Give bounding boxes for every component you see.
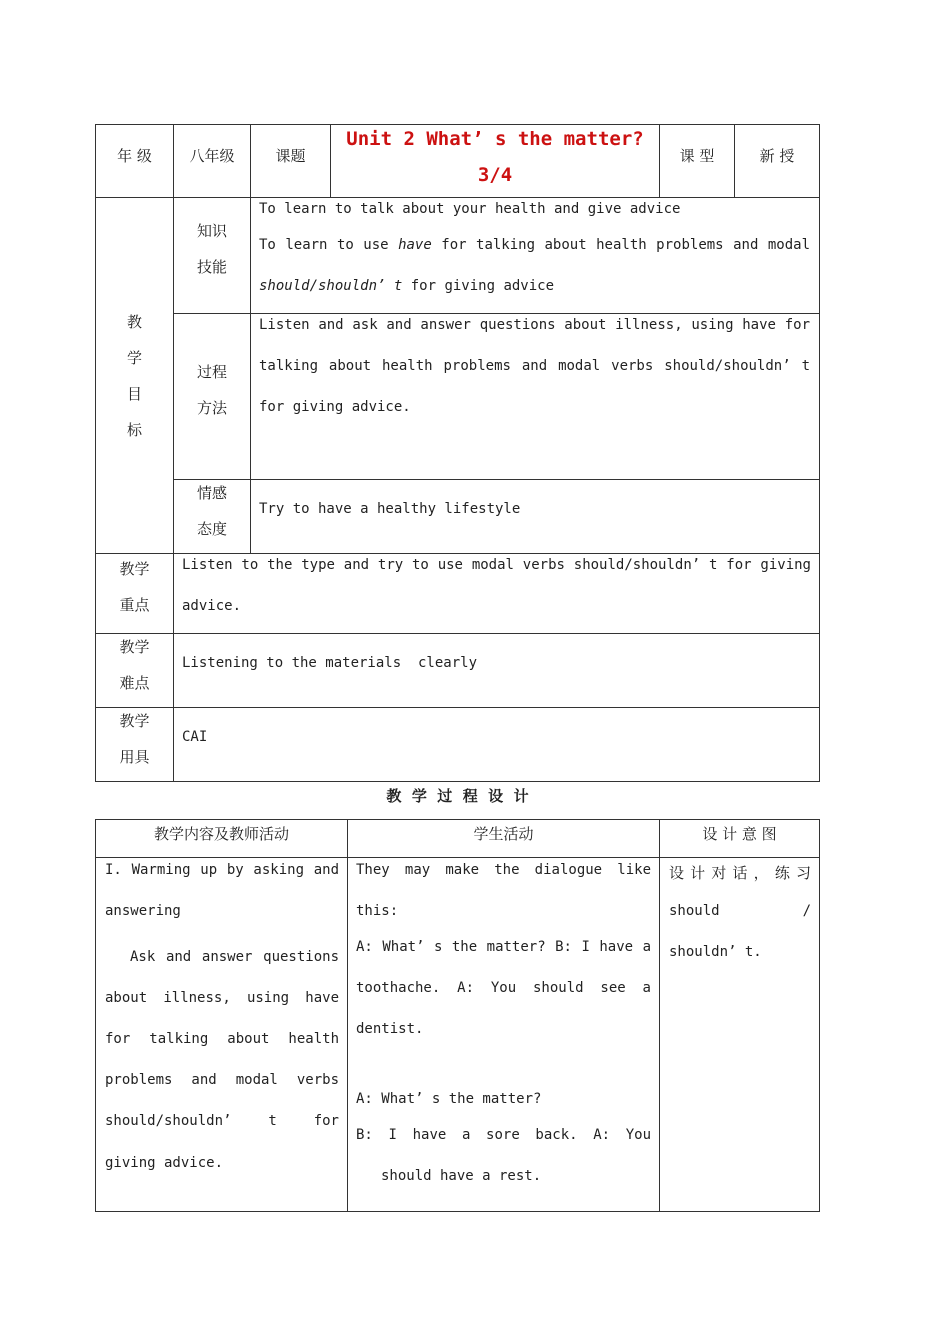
topic-label: 课题 [275,147,306,165]
process-heading: 教 学 过 程 设 计 [386,787,529,805]
col3-header: 设 计 意 图 [702,825,777,843]
topic-title-line2: 3/4 [477,164,513,186]
key-points-line1: Listen to the type and try to use modal verbs should/shouldn’ t for giving [182,557,811,573]
col2-line: A: What’ s the matter? [356,1091,542,1107]
emotion-label-line2: 态度 [196,520,227,538]
knowledge-line3: should/shouldn’ t for giving advice [259,278,555,294]
col2-line: toothache. A: You should see a [356,980,651,996]
grade-label: 年 级 [117,147,152,165]
col2-line: They may make the dialogue like [356,862,651,878]
objectives-label-char: 学 [126,349,142,367]
type-value: 新 授 [759,147,795,165]
type-label: 课 型 [679,147,715,165]
col1-line: problems and modal verbs [105,1072,339,1088]
col2-header: 学生活动 [473,825,534,843]
col3-line: shouldn’ t. [669,944,762,960]
process-label-line1: 过程 [196,363,227,381]
key-points-label-line1: 教学 [119,560,150,578]
tools-text: CAI [182,729,208,745]
topic-title-line1: Unit 2 What’ s the matter? [346,128,644,150]
key-points-line2: advice. [182,598,242,614]
process-line2: talking about health problems and modal verbs should/shouldn’ t [259,358,810,374]
col1-line: giving advice. [105,1155,224,1171]
col1-header: 教学内容及教师活动 [153,825,289,843]
col2-line: A: What’ s the matter? B: I have a [356,939,651,955]
knowledge-line1: To learn to talk about your health and give advice [259,201,681,217]
col1-line: answering [105,903,181,919]
col1-line: about illness, using have [105,990,339,1006]
col2-line: this: [356,903,399,919]
col2-line: dentist. [356,1021,424,1037]
objectives-section-label [96,304,173,448]
objectives-label-char: 目 [126,385,142,403]
process-line1: Listen and ask and answer questions about illness, using have for [259,317,810,333]
difficulties-label-line2: 难点 [119,674,150,692]
col1-line: Ask and answer questions [130,949,339,965]
difficulties-text: Listening to the materials clearly [182,655,478,671]
knowledge-label-line1: 知识 [196,222,227,240]
tools-label-line2: 用具 [119,748,150,766]
knowledge-label-line2: 技能 [196,258,227,276]
tools-label-line1: 教学 [119,712,150,730]
objectives-label-char: 教 [126,313,142,331]
emotion-text: Try to have a healthy lifestyle [259,501,521,517]
col1-line: for talking about health [105,1031,339,1047]
difficulties-label-line1: 教学 [119,638,150,656]
col1-line: I. Warming up by asking and [105,862,339,878]
process-label-line2: 方法 [196,399,227,417]
process-line3: for giving advice. [259,399,411,415]
grade-value: 八年级 [189,147,235,165]
objectives-label-char: 标 [126,421,142,439]
emotion-label-line1: 情感 [196,484,227,502]
col3-line: 设计对话，练习 [669,864,811,882]
key-points-label-line2: 重点 [119,596,150,614]
knowledge-line2: To learn to use have for talking about health problems and modal [259,237,810,253]
col2-line: should have a rest. [381,1168,542,1184]
col3-line: should / [669,903,811,919]
col1-line: should/shouldn’ t for [105,1113,339,1129]
col2-line: B: I have a sore back. A: You [356,1127,651,1143]
